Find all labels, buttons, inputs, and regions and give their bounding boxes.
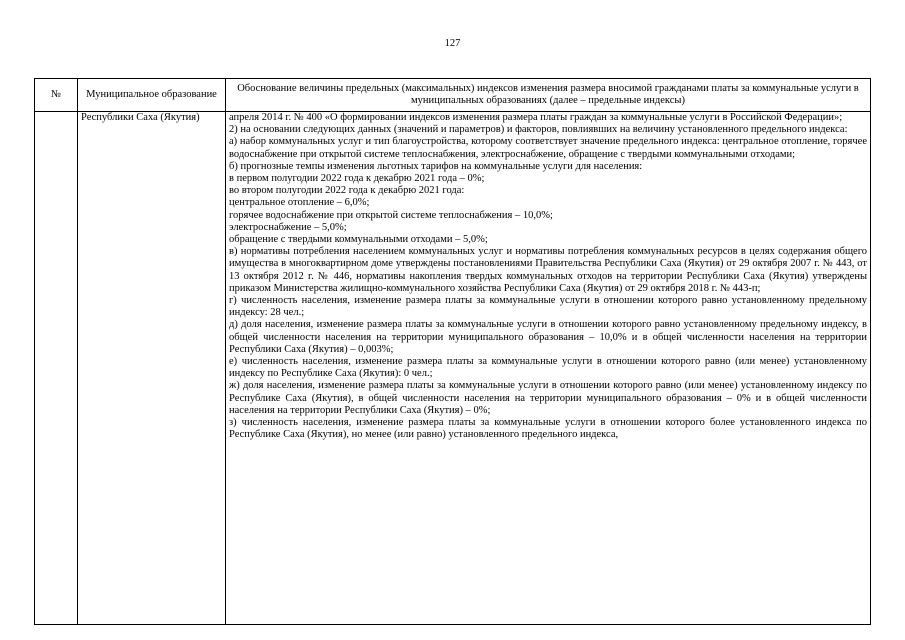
paragraph: обращение с твердыми коммунальными отходами – 5,0%; — [229, 234, 488, 246]
row-number-cell — [35, 112, 78, 625]
paragraph: в первом полугодии 2022 года к декабрю 2021 года – 0%; — [229, 173, 485, 185]
paragraph: во втором полугодии 2022 года к декабрю 2021 года: — [229, 185, 465, 197]
header-number: № — [35, 79, 78, 112]
paragraph: электроснабжение – 5,0%; — [229, 221, 347, 233]
paragraph: г) численность населения, изменение размера платы за коммунальные услуги в отношении которого равно установленному предельному индексу: 28 чел.; — [229, 295, 867, 319]
paragraph: е) численность населения, изменение размера платы за коммунальные услуги в отношении которого равно (или менее) установленному индексу по Республике Саха (Якутия): 0 чел.; — [229, 356, 867, 380]
paragraph: в) нормативы потребления населением коммунальных услуг и нормативы потребления коммунальных ресурсов в целях содержания общего имущества в многоквартирном доме утверждены постановлениями Правительства Республики Саха (Якутия) от 29 октября 2007 г. № 443, от 13 октября 2012 г. № 446, нормативы накопления твердых коммунальных отходов на территории Республики Саха (Якутия) утверждены приказом Министерства жилищно-коммунального хозяйства Республики Саха (Якутия) от 29 октября 2018 г. № 443-п; — [229, 246, 867, 294]
paragraph: 2) на основании следующих данных (значений и параметров) и факторов, повлиявших на величину установленного предельного индекса: — [229, 124, 848, 136]
paragraph: д) доля населения, изменение размера платы за коммунальные услуги в отношении которого равно установленному предельному индексу, в общей численности населения на территории муниципального образования – 10,0% и в общей численности населения на территории Республики Саха (Якутия) – 0,003%; — [229, 319, 867, 355]
table-header-row — [35, 79, 871, 112]
paragraph: горячее водоснабжение при открытой системе теплоснабжения – 10,0%; — [229, 209, 553, 221]
paragraph: б) прогнозные темпы изменения льготных тарифов на коммунальные услуги для населения: — [229, 160, 643, 172]
paragraph: центральное отопление – 6,0%; — [229, 197, 370, 209]
paragraph: ж) доля населения, изменение размера платы за коммунальные услуги в отношении которого равно (или менее) установленному индексу по Республике Саха (Якутия), в общей численности населения на территории муниципального образования – 0% и в общей численности населения на территории Республики Саха (Якутия) – 0%; — [229, 380, 867, 416]
paragraph: а) набор коммунальных услуг и тип благоустройства, которому соответствует значение предельного индекса: центральное отопление, горячее водоснабжение при открытой системе теплоснабжения, электроснабжение, обращение с твердыми коммунальными отходами; — [229, 136, 867, 160]
header-justification: Обоснование величины предельных (максимальных) индексов изменения размера вносимой гражданами платы за коммунальные услуги в муниципальных образованиях (далее – предельные индексы) — [226, 79, 871, 112]
paragraph: апреля 2014 г. № 400 «О формировании индексов изменения размера платы граждан за коммунальные услуги в Российской Федерации»; — [229, 112, 843, 123]
paragraph: з) численность населения, изменение размера платы за коммунальные услуги в отношении которого более установленного индекса по Республике Саха (Якутия), но менее (или равно) установленного предельного индекса, — [229, 417, 867, 441]
page-number: 127 — [444, 38, 461, 49]
municipality-cell: Республики Саха (Якутия) — [78, 112, 226, 625]
header-municipality: Муниципальное образование — [78, 79, 226, 112]
justification-table — [34, 78, 871, 625]
table-row — [35, 112, 871, 625]
justification-cell — [226, 112, 871, 625]
